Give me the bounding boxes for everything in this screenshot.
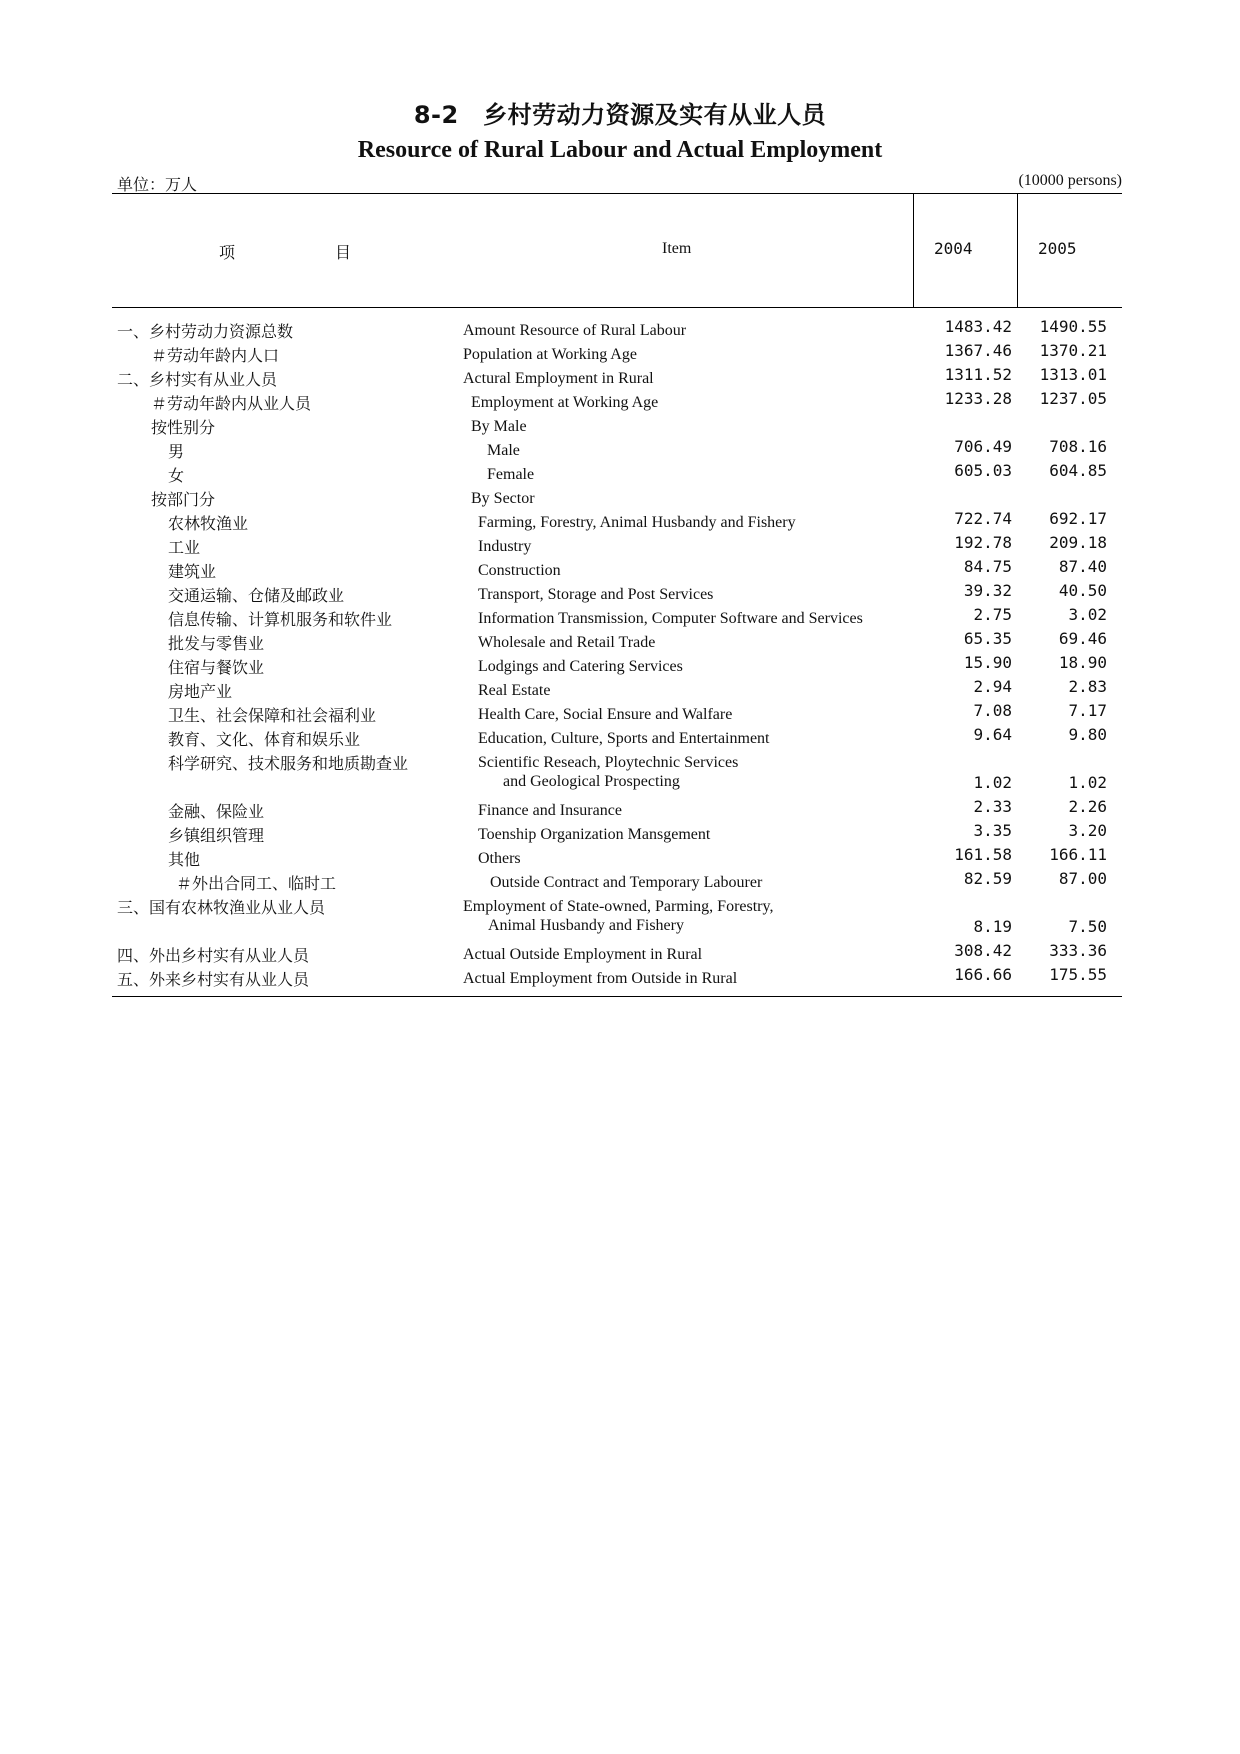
row-label-english-line1: Others	[478, 850, 521, 867]
value-2005: 209.18	[1049, 533, 1107, 552]
row-label-english	[478, 705, 732, 724]
header-year-2005: 2005	[1038, 239, 1077, 258]
table-row	[112, 604, 1122, 628]
value-2005: 1313.01	[1039, 365, 1107, 384]
row-label-english	[471, 489, 535, 508]
table-row	[112, 484, 1122, 508]
value-2004: 2.33	[973, 797, 1012, 816]
table-row	[112, 628, 1122, 652]
row-label-english-line1: Transport, Storage and Post Services	[478, 586, 714, 603]
value-2005: 87.00	[1058, 869, 1107, 888]
value-2005: 604.85	[1049, 461, 1107, 480]
row-label-chinese: 农林牧渔业	[168, 516, 249, 533]
table-row	[112, 700, 1122, 724]
row-label-english-line1: Employment of State-owned, Parming, Forestry,	[463, 898, 774, 915]
value-2005: 7.50	[1068, 917, 1107, 936]
value-2005: 40.50	[1058, 581, 1107, 600]
table-row	[112, 724, 1122, 748]
row-label-english	[471, 417, 527, 436]
unit-label-chinese: 单位：万人	[117, 177, 198, 194]
table-row	[112, 412, 1122, 436]
value-2004: 7.08	[973, 701, 1012, 720]
unit-label-english: (10000 persons)	[1018, 172, 1122, 189]
table-row	[112, 316, 1122, 340]
value-2005: 2.83	[1068, 677, 1107, 696]
row-label-english-line1: Real Estate	[478, 682, 551, 699]
row-label-chinese: 金融、保险业	[168, 804, 265, 821]
value-2004: 1.02	[973, 773, 1012, 792]
value-2005: 3.02	[1068, 605, 1107, 624]
header-item-cn-2: 目	[335, 245, 352, 262]
row-label-chinese: 三、国有农林牧渔业从业人员	[117, 900, 326, 917]
row-label-chinese: 科学研究、技术服务和地质勘查业	[168, 756, 409, 773]
row-label-chinese: 住宿与餐饮业	[168, 660, 265, 677]
value-2004: 82.59	[963, 869, 1012, 888]
row-label-chinese: 信息传输、计算机服务和软件业	[168, 612, 393, 629]
table-row	[112, 868, 1122, 892]
value-2004: 9.64	[973, 725, 1012, 744]
row-label-english	[490, 873, 762, 892]
row-label-english-line1: Education, Culture, Sports and Entertainment	[478, 730, 770, 747]
row-label-chinese: 乡镇组织管理	[168, 828, 265, 845]
row-label-chinese: 女	[168, 468, 185, 485]
row-label-english	[487, 441, 520, 460]
value-2004: 605.03	[954, 461, 1012, 480]
page-title-chinese: 8-2 乡村劳动力资源及实有从业人员	[413, 101, 827, 129]
value-2005: 166.11	[1049, 845, 1107, 864]
row-label-chinese: 卫生、社会保障和社会福利业	[168, 708, 377, 725]
value-2004: 308.42	[954, 941, 1012, 960]
table-row	[112, 364, 1122, 388]
row-label-chinese: 批发与零售业	[168, 636, 265, 653]
value-2004: 1311.52	[944, 365, 1012, 384]
table-header-rule	[112, 307, 1122, 308]
row-label-english	[478, 825, 710, 844]
row-label-chinese: ＃外出合同工、临时工	[176, 876, 337, 893]
value-2004: 8.19	[973, 917, 1012, 936]
row-label-chinese: 五、外来乡村实有从业人员	[117, 972, 310, 989]
value-2004: 2.94	[973, 677, 1012, 696]
row-label-english-line1: By Male	[471, 418, 527, 435]
row-label-english-line1: Female	[487, 466, 535, 483]
table-row	[112, 556, 1122, 580]
row-label-english	[463, 369, 654, 388]
row-label-english	[478, 729, 770, 748]
row-label-chinese: 教育、文化、体育和娱乐业	[168, 732, 361, 749]
row-label-english-line1: Lodgings and Catering Services	[478, 658, 683, 675]
row-label-chinese: 按性别分	[151, 420, 216, 437]
row-label-english-line1: By Sector	[471, 490, 535, 507]
table-row	[112, 460, 1122, 484]
value-2005: 1237.05	[1039, 389, 1107, 408]
table-row	[112, 940, 1122, 964]
table-row	[112, 340, 1122, 364]
value-2005: 2.26	[1068, 797, 1107, 816]
row-label-chinese: 建筑业	[168, 564, 217, 581]
row-label-english	[478, 681, 550, 700]
value-2004: 192.78	[954, 533, 1012, 552]
value-2004: 1367.46	[944, 341, 1012, 360]
table-row	[112, 964, 1122, 988]
value-2005: 1370.21	[1039, 341, 1107, 360]
row-label-english-line1: Population at Working Age	[463, 346, 637, 363]
header-divider-1	[913, 193, 914, 307]
table-top-rule	[112, 193, 1122, 194]
row-label-chinese: 二、乡村实有从业人员	[117, 372, 278, 389]
row-label-english-line1: Wholesale and Retail Trade	[478, 634, 656, 651]
value-2004: 3.35	[973, 821, 1012, 840]
value-2005: 333.36	[1049, 941, 1107, 960]
row-label-english-line2: and Geological Prospecting	[503, 773, 680, 790]
row-label-english-line1: Outside Contract and Temporary Labourer	[490, 874, 763, 891]
header-divider-2	[1017, 193, 1018, 307]
row-label-english	[478, 657, 683, 676]
value-2005: 708.16	[1049, 437, 1107, 456]
value-2004: 166.66	[954, 965, 1012, 984]
row-label-chinese: 其他	[168, 852, 201, 869]
header-year-2004: 2004	[934, 239, 973, 258]
row-label-english-line1: Scientific Reseach, Ploytechnic Services	[478, 754, 739, 771]
value-2005: 1.02	[1068, 773, 1107, 792]
row-label-chinese: 按部门分	[151, 492, 216, 509]
row-label-english	[478, 537, 531, 556]
value-2005: 7.17	[1068, 701, 1107, 720]
value-2004: 39.32	[963, 581, 1012, 600]
row-label-english-line1: Actual Outside Employment in Rural	[463, 946, 703, 963]
value-2004: 15.90	[963, 653, 1012, 672]
row-label-english	[478, 513, 796, 532]
table-row	[112, 676, 1122, 700]
row-label-english-line1: Construction	[478, 562, 561, 579]
row-label-english	[478, 561, 561, 580]
table-row	[112, 796, 1122, 820]
value-2004: 722.74	[954, 509, 1012, 528]
row-label-english-line1: Finance and Insurance	[478, 802, 622, 819]
value-2005: 3.20	[1068, 821, 1107, 840]
row-label-english	[471, 393, 658, 412]
row-label-english-line1: Toenship Organization Mansgement	[478, 826, 711, 843]
header-item-en: Item	[662, 240, 692, 257]
table-row	[112, 436, 1122, 460]
row-label-english	[463, 321, 686, 340]
row-label-chinese: ＃劳动年龄内人口	[151, 348, 280, 365]
row-label-english-line1: Amount Resource of Rural Labour	[463, 322, 687, 339]
table-row	[112, 748, 1122, 796]
row-label-english	[478, 609, 863, 628]
value-2005: 175.55	[1049, 965, 1107, 984]
table-row	[112, 892, 1122, 940]
row-label-english-line1: Male	[487, 442, 520, 459]
row-label-english	[463, 945, 702, 964]
row-label-chinese: 一、乡村劳动力资源总数	[117, 324, 294, 341]
table-row	[112, 508, 1122, 532]
value-2004: 84.75	[963, 557, 1012, 576]
table-bottom-rule	[112, 996, 1122, 997]
table-row	[112, 652, 1122, 676]
row-label-english-line1: Actural Employment in Rural	[463, 370, 654, 387]
table-row	[112, 844, 1122, 868]
page-title-english: Resource of Rural Labour and Actual Employment	[357, 137, 883, 163]
row-label-english-line2: Animal Husbandy and Fishery	[488, 917, 684, 934]
value-2005: 69.46	[1058, 629, 1107, 648]
table-row	[112, 580, 1122, 604]
row-label-english	[463, 969, 737, 988]
row-label-english-line1: Industry	[478, 538, 532, 555]
table-row	[112, 820, 1122, 844]
row-label-english	[463, 345, 637, 364]
row-label-english	[478, 633, 655, 652]
row-label-english	[478, 849, 521, 868]
row-label-english-line1: Employment at Working Age	[471, 394, 659, 411]
row-label-english-line1: Actual Employment from Outside in Rural	[463, 970, 738, 987]
row-label-english	[478, 753, 738, 791]
row-label-english-line1: Information Transmission, Computer Software and Services	[478, 610, 863, 627]
value-2005: 18.90	[1058, 653, 1107, 672]
row-label-chinese: ＃劳动年龄内从业人员	[151, 396, 312, 413]
value-2005: 692.17	[1049, 509, 1107, 528]
value-2004: 65.35	[963, 629, 1012, 648]
row-label-chinese: 男	[168, 444, 185, 461]
row-label-chinese: 房地产业	[168, 684, 233, 701]
value-2004: 1233.28	[944, 389, 1012, 408]
row-label-chinese: 交通运输、仓储及邮政业	[168, 588, 345, 605]
value-2005: 1490.55	[1039, 317, 1107, 336]
table-row	[112, 388, 1122, 412]
row-label-english	[463, 897, 773, 935]
value-2004: 706.49	[954, 437, 1012, 456]
row-label-english	[487, 465, 534, 484]
value-2004: 2.75	[973, 605, 1012, 624]
row-label-chinese: 四、外出乡村实有从业人员	[117, 948, 310, 965]
table-row	[112, 532, 1122, 556]
row-label-chinese: 工业	[168, 540, 201, 557]
table-body	[112, 316, 1122, 988]
value-2004: 161.58	[954, 845, 1012, 864]
row-label-english-line1: Health Care, Social Ensure and Walfare	[478, 706, 733, 723]
value-2005: 87.40	[1058, 557, 1107, 576]
value-2005: 9.80	[1068, 725, 1107, 744]
row-label-english	[478, 585, 713, 604]
row-label-english	[478, 801, 622, 820]
row-label-english-line1: Farming, Forestry, Animal Husbandy and Fishery	[478, 514, 796, 531]
header-item-cn-1: 项	[219, 245, 236, 262]
value-2004: 1483.42	[944, 317, 1012, 336]
